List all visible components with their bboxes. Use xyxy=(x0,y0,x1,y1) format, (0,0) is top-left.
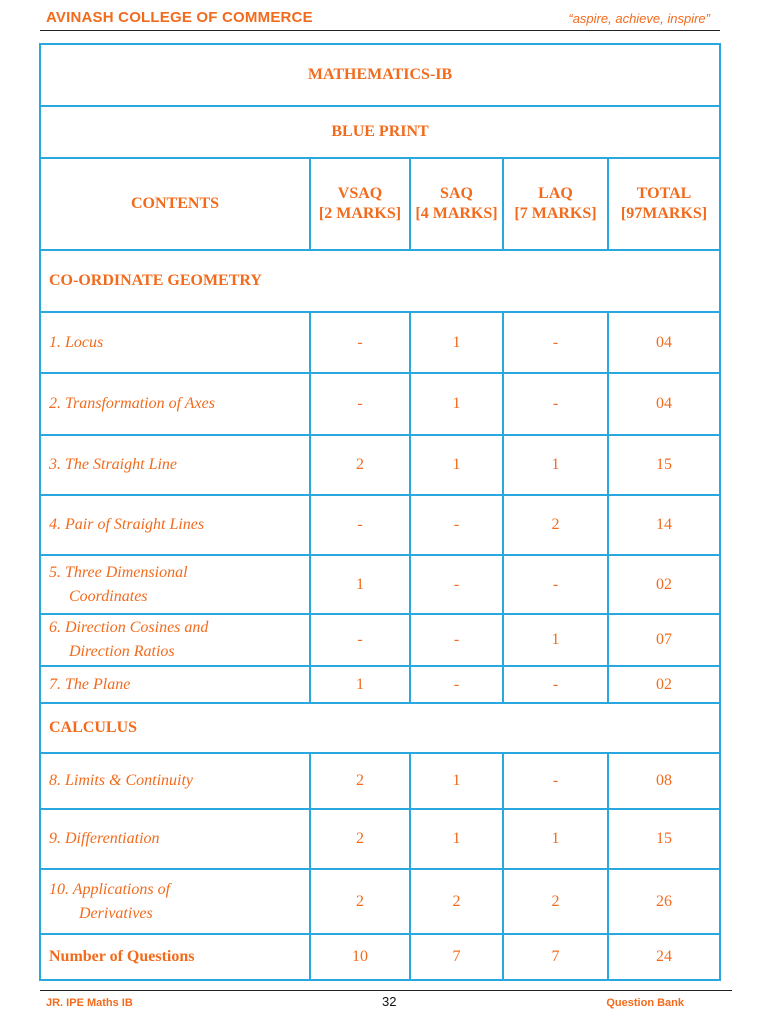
summary-saq: 7 xyxy=(410,934,503,980)
topic-cell: 9. Differentiation xyxy=(40,809,310,869)
table-row xyxy=(40,435,720,495)
col-saq-marks: [4 MARKS] xyxy=(415,205,498,222)
total-cell: 14 xyxy=(608,495,720,555)
laq-cell: 2 xyxy=(503,495,608,555)
col-laq-marks: [7 MARKS] xyxy=(514,205,597,222)
total-cell: 08 xyxy=(608,753,720,809)
table-row xyxy=(40,614,720,666)
col-vsaq-marks: [2 MARKS] xyxy=(318,205,402,222)
topic-cell: 3. The Straight Line xyxy=(40,435,310,495)
vsaq-cell: 2 xyxy=(310,753,410,809)
page-number: 32 xyxy=(382,994,397,1009)
vsaq-cell: - xyxy=(310,614,410,666)
laq-cell: - xyxy=(503,666,608,703)
page-footer xyxy=(40,990,732,1013)
total-cell: 07 xyxy=(608,614,720,666)
saq-cell: - xyxy=(410,495,503,555)
col-total-marks: [97MARKS] xyxy=(620,205,708,222)
vsaq-cell: 1 xyxy=(310,555,410,614)
total-cell: 15 xyxy=(608,435,720,495)
topic-cell: 7. The Plane xyxy=(40,666,310,703)
topic-cell xyxy=(40,614,310,666)
table-row xyxy=(40,809,720,869)
saq-cell: - xyxy=(410,614,503,666)
laq-cell: 2 xyxy=(503,869,608,934)
topic-cell: 1. Locus xyxy=(40,312,310,373)
blue-print-table xyxy=(39,43,721,981)
col-vsaq xyxy=(310,158,410,250)
vsaq-cell: 2 xyxy=(310,869,410,934)
table-row xyxy=(40,555,720,614)
section-heading: CALCULUS xyxy=(40,703,720,753)
vsaq-cell: 2 xyxy=(310,435,410,495)
col-contents: CONTENTS xyxy=(40,158,310,250)
topic-line-2: Derivatives xyxy=(79,904,153,922)
total-cell: 26 xyxy=(608,869,720,934)
col-laq xyxy=(503,158,608,250)
table-row xyxy=(40,753,720,809)
laq-cell: 1 xyxy=(503,614,608,666)
vsaq-cell: 2 xyxy=(310,809,410,869)
section-heading: CO-ORDINATE GEOMETRY xyxy=(40,250,720,312)
saq-cell: - xyxy=(410,555,503,614)
topic-cell xyxy=(40,869,310,934)
table-row xyxy=(40,312,720,373)
table-row xyxy=(40,666,720,703)
table-row xyxy=(40,869,720,934)
saq-cell: 1 xyxy=(410,753,503,809)
column-header-row xyxy=(40,158,720,250)
topic-line-2: Direction Ratios xyxy=(69,643,175,660)
page-header xyxy=(40,8,720,31)
table-row xyxy=(40,495,720,555)
topic-cell: 4. Pair of Straight Lines xyxy=(40,495,310,555)
summary-row xyxy=(40,934,720,980)
total-cell: 02 xyxy=(608,555,720,614)
col-laq-name: LAQ xyxy=(538,185,573,202)
vsaq-cell: - xyxy=(310,373,410,435)
vsaq-cell: 1 xyxy=(310,666,410,703)
saq-cell: 1 xyxy=(410,312,503,373)
saq-cell: - xyxy=(410,666,503,703)
topic-line-2: Coordinates xyxy=(69,587,148,605)
topic-line-1: 5. Three Dimensional xyxy=(49,563,188,581)
footer-book: Question Bank xyxy=(606,997,684,1009)
saq-cell: 1 xyxy=(410,373,503,435)
laq-cell: - xyxy=(503,555,608,614)
table-title: MATHEMATICS-IB xyxy=(40,44,720,106)
summary-laq: 7 xyxy=(503,934,608,980)
laq-cell: 1 xyxy=(503,435,608,495)
total-cell: 04 xyxy=(608,373,720,435)
laq-cell: - xyxy=(503,753,608,809)
topic-line-1: 6. Direction Cosines and xyxy=(49,619,209,636)
laq-cell: - xyxy=(503,373,608,435)
topic-cell xyxy=(40,555,310,614)
col-total-name: TOTAL xyxy=(636,185,692,202)
college-motto: “aspire, achieve, inspire” xyxy=(568,11,710,26)
vsaq-cell: - xyxy=(310,312,410,373)
topic-line-1: 10. Applications of xyxy=(49,880,171,898)
summary-total: 24 xyxy=(608,934,720,980)
summary-vsaq: 10 xyxy=(310,934,410,980)
col-total xyxy=(608,158,720,250)
footer-course: JR. IPE Maths IB xyxy=(46,997,133,1009)
total-cell: 04 xyxy=(608,312,720,373)
topic-cell: 2. Transformation of Axes xyxy=(40,373,310,435)
summary-label: Number of Questions xyxy=(40,934,310,980)
vsaq-cell: - xyxy=(310,495,410,555)
topic-cell: 8. Limits & Continuity xyxy=(40,753,310,809)
saq-cell: 2 xyxy=(410,869,503,934)
laq-cell: 1 xyxy=(503,809,608,869)
laq-cell: - xyxy=(503,312,608,373)
total-cell: 02 xyxy=(608,666,720,703)
total-cell: 15 xyxy=(608,809,720,869)
college-name: AVINASH COLLEGE OF COMMERCE xyxy=(46,9,313,26)
table-subtitle: BLUE PRINT xyxy=(40,106,720,158)
saq-cell: 1 xyxy=(410,435,503,495)
saq-cell: 1 xyxy=(410,809,503,869)
col-vsaq-name: VSAQ xyxy=(337,185,383,202)
table-row xyxy=(40,373,720,435)
col-saq xyxy=(410,158,503,250)
col-saq-name: SAQ xyxy=(440,185,473,202)
